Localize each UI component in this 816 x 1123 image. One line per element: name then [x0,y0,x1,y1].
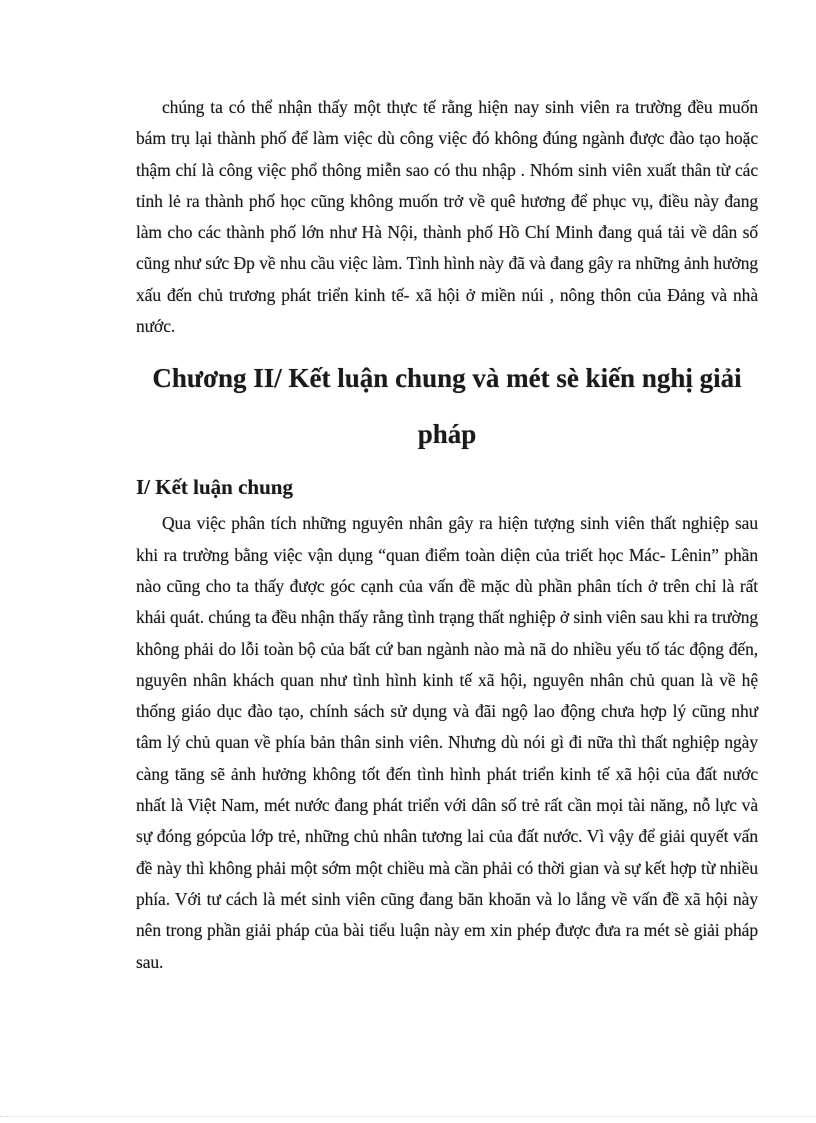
document-page [136,92,758,978]
section-title: I/ Kết luận chung [136,475,293,500]
body-paragraph: Qua việc phân tích những nguyên nhân gây ra hiện tượng sinh viên thất nghiệp sau khi ra trường bằng việc vận dụng “quan điểm toàn diện của triết học Mác- Lênin” phần nào cũng cho ta thấy được góc cạnh của vấn đề mặc dù phần phân tích ở trên chỉ là rất khái quát. chúng ta đều nhận thấy rằng tình trạng thất nghiệp ở sinh viên sau khi ra trường không phải do lỗi toàn bộ của bất cứ ban ngành nào mà nã do nhiều yếu tố tác động đến, nguyên nhân khách quan như tình hình kinh tế xã hội, nguyên nhân chủ quan là về hệ thống giáo dục đào tạo, chính sách sử dụng và đãi ngộ lao động chưa hợp lý cũng như tâm lý chủ quan về phía bản thân sinh viên. Nhưng dù nói gì đi nữa thì thất nghiệp ngày càng tăng sẽ ảnh hưởng không tốt đến tình hình phát triển kinh tế xã hội của đất nước nhất là Việt Nam, mét nước đang phát triển với dân số trẻ rất cần mọi tài năng, nỗ lực và sự đóng gópcủa lớp trẻ, những chủ nhân tương lai của đất nước. Vì vậy để giải quyết vấn đề này thì không phải một sớm một chiều mà cần phải có thời gian và sự kết hợp từ nhiều phía. Với tư cách là mét sinh viên cũng đang băn khoăn và lo lắng về vấn đề xã hội này nên trong phần giải pháp của bài tiểu luận này em xin phép được đưa ra mét sè giải pháp sau. [136,513,759,972]
intro-paragraph: chúng ta có thể nhận thấy một thực tế rằng hiện nay sinh viên ra trường đều muốn bám trụ lại thành phố để làm việc dù công việc đó không đúng ngành được đào tạo hoặc thậm chí là công việc phổ thông miễn sao có thu nhập . Nhóm sinh viên xuất thân từ các tỉnh lẻ ra thành phố học cũng không muốn trở về quê hương để phục vụ, điều này đang làm cho các thành phố lớn như Hà Nội, thành phố Hồ Chí Minh đang quá tải về dân số cũng như sức Ðp về nhu cầu việc làm. Tình hình này đã và đang gây ra những ảnh hưởng xấu đến chủ trương phát triển kinh tế- xã hội ở miền núi , nông thôn của Đảng và nhà nước. [136,97,758,337]
chapter-title: Chương II/ Kết luận chung và mét sè kiến nghị giải pháp [152,363,742,450]
page-bottom-divider [0,1116,816,1117]
